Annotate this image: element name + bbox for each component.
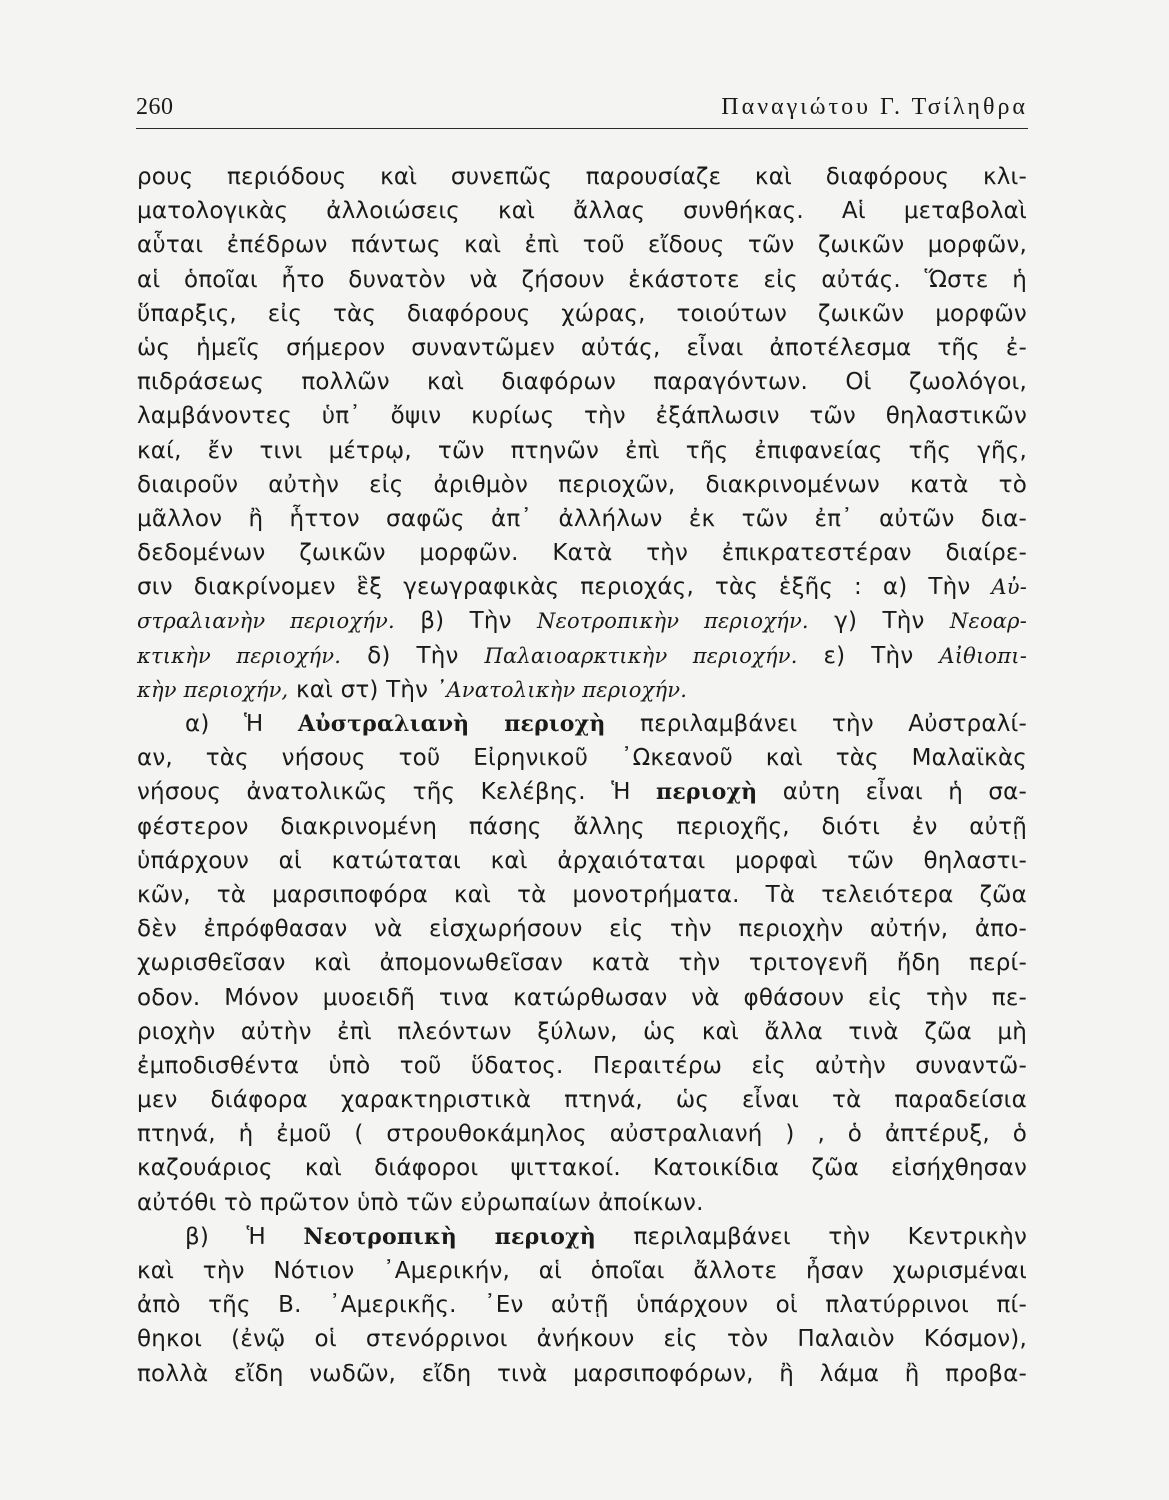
- text-line: ἐμποδισθέντα ὑπὸ τοῦ ὕδατος. Περαιτέρω εἰς αὐτὴν συναντῶ-: [137, 1052, 1027, 1079]
- text-line: ὕπαρξις, εἰς τὰς διαφόρους χώρας, τοιούτων ζωικῶν μορφῶν: [137, 300, 1027, 327]
- text-line: νήσους ἀνατολικῶς τῆς Κελέβης. Ἡ περιοχὴ αὐτη εἶναι ἡ σα-: [137, 779, 1028, 806]
- italic-term: κὴν περιοχήν,: [137, 677, 289, 702]
- bold-heading-term: Νεοτροπικὴ περιοχὴ: [303, 1223, 597, 1250]
- text-line: ματολογικὰς ἀλλοιώσεις καὶ ἄλλας συνθήκας. Αἱ μεταβολαὶ: [137, 198, 1027, 225]
- italic-term: κτικὴν περιοχήν.: [137, 643, 342, 668]
- text-line: πολλὰ εἴδη νωδῶν, εἴδη τινὰ μαρσιποφόρων, ἢ λάμα ἢ προβα-: [137, 1360, 1027, 1387]
- text-line: φέστερον διακρινομένη πάσης ἄλλης περιοχῆς, διότι ἐν αὐτῇ: [137, 813, 1027, 840]
- italic-term: Νεοτροπικὴν περιοχήν.: [537, 609, 809, 634]
- bold-term: περιοχὴ: [656, 779, 758, 806]
- text-line: δεδομένων ζωικῶν μορφῶν. Κατὰ τὴν ἐπικρατεστέραν διαίρε-: [137, 540, 1027, 567]
- text-line: ἀπὸ τῆς Β. ᾿Αμερικῆς. ᾿Εν αὐτῇ ὑπάρχουν οἱ πλατύρρινοι πί-: [137, 1292, 1027, 1319]
- text-line: μεν διάφορα χαρακτηριστικὰ πτηνά, ὡς εἶναι τὰ παραδείσια: [137, 1087, 1027, 1114]
- page-number: 260: [136, 94, 174, 120]
- text-line: αν, τὰς νήσους τοῦ Εἰρηνικοῦ ᾿Ωκεανοῦ καὶ τὰς Μαλαϊκὰς: [137, 745, 1027, 772]
- text-line: στραλιανὴν περιοχήν. β) Τὴν Νεοτροπικὴν περιοχήν. γ) Τὴν Νεοαρ-: [137, 608, 1028, 635]
- italic-term: ᾿Ανατολικὴν περιοχήν.: [435, 677, 688, 702]
- running-head: Παναγιώτου Γ. Τσίληθρα: [721, 94, 1028, 120]
- text-line: πιδράσεως πολλῶν καὶ διαφόρων παραγόντων. Οἱ ζωολόγοι,: [137, 369, 1027, 396]
- page-header: [136, 92, 1028, 129]
- body-text: [137, 160, 1027, 1391]
- text-line: αὐτόθι τὸ πρῶτον ὑπὸ τῶν εὐρωπαίων ἀποίκων.: [137, 1189, 704, 1216]
- text-line: ριοχὴν αὐτὴν ἐπὶ πλεόντων ξύλων, ὡς καὶ ἄλλα τινὰ ζῶα μὴ: [137, 1018, 1027, 1045]
- text-line: αἱ ὁποῖαι ἦτο δυνατὸν νὰ ζήσουν ἑκάστοτε εἰς αὐτάς. Ὥστε ἡ: [137, 266, 1027, 293]
- text-line: αὗται ἐπέδρων πάντως καὶ ἐπὶ τοῦ εἴδους τῶν ζωικῶν μορφῶν,: [137, 232, 1027, 259]
- italic-term: Αἰθιοπι-: [939, 643, 1027, 668]
- text-line: καὶ τὴν Νότιον ᾿Αμερικήν, αἱ ὁποῖαι ἄλλοτε ἦσαν χωρισμέναι: [137, 1258, 1027, 1284]
- text-line: καί, ἔν τινι μέτρῳ, τῶν πτηνῶν ἐπὶ τῆς ἐπιφανείας τῆς γῆς,: [137, 437, 1027, 464]
- text-line: πτηνά, ἡ ἐμοῦ ( στρουθοκάμηλος αὐστραλιανή ) , ὁ ἀπτέρυξ, ὁ: [137, 1121, 1027, 1148]
- text-line: κὴν περιοχήν, καὶ στ) Τὴν ᾿Ανατολικὴν περιοχήν.: [137, 676, 688, 703]
- text-line: κτικὴν περιοχήν. δ) Τὴν Παλαιοαρκτικὴν περιοχήν. ε) Τὴν Αἰθιοπι-: [137, 642, 1027, 669]
- paragraph-start-line: α) Ἡ Αὐστραλιανὴ περιοχὴ περιλαμβάνει τὴν Αὐστραλί-: [185, 711, 1028, 737]
- text-line: κῶν, τὰ μαρσιποφόρα καὶ τὰ μονοτρήματα. Τὰ τελειότερα ζῶα: [137, 881, 1027, 908]
- text-line: λαμβάνοντες ὑπ᾽ ὄψιν κυρίως τὴν ἐξάπλωσιν τῶν θηλαστικῶν: [137, 403, 1027, 430]
- text-line: χωρισθεῖσαν καὶ ἀπομονωθεῖσαν κατὰ τὴν τριτογενῆ ἤδη περί-: [137, 950, 1027, 977]
- text-line: σιν διακρίνομεν ἓξ γεωγραφικὰς περιοχάς, τὰς ἑξῆς : α) Τὴν Αὐ-: [137, 574, 1028, 601]
- text-line: ὑπάρχουν αἱ κατώταται καὶ ἀρχαιόταται μορφαὶ τῶν θηλαστι-: [137, 847, 1027, 874]
- text-line: διαιροῦν αὐτὴν εἰς ἀριθμὸν περιοχῶν, διακρινομένων κατὰ τὸ: [137, 471, 1027, 498]
- bold-heading-term: Αὐστραλιανὴ περιοχὴ: [297, 711, 606, 737]
- text-line: θηκοι (ἐνῷ οἱ στενόρρινοι ἀνήκουν εἰς τὸν Παλαιὸν Κόσμον),: [137, 1326, 1027, 1353]
- text-line: ὡς ἡμεῖς σήμερον συναντῶμεν αὐτάς, εἶναι ἀποτέλεσμα τῆς ἐ-: [137, 334, 1027, 361]
- italic-term: Παλαιοαρκτικὴν περιοχήν.: [484, 643, 798, 668]
- paragraph-start-line: β) Ἡ Νεοτροπικὴ περιοχὴ περιλαμβάνει τὴν Κεντρικὴν: [185, 1223, 1028, 1250]
- text-line: δὲν ἐπρόφθασαν νὰ εἰσχωρήσουν εἰς τὴν περιοχὴν αὐτήν, ἀπο-: [137, 916, 1027, 943]
- italic-term: στραλιανὴν περιοχήν.: [137, 609, 395, 634]
- italic-term: Νεοαρ-: [949, 609, 1028, 634]
- text-line: οδον. Μόνον μυοειδῆ τινα κατώρθωσαν νὰ φθάσουν εἰς τὴν πε-: [137, 984, 1027, 1011]
- text-line: ρους περιόδους καὶ συνεπῶς παρουσίαζε καὶ διαφόρους κλι-: [137, 164, 1027, 190]
- text-line: μᾶλλον ἢ ἧττον σαφῶς ἀπ᾽ ἀλλήλων ἐκ τῶν ἐπ᾽ αὐτῶν δια-: [137, 505, 1027, 532]
- italic-term: Αὐ-: [991, 575, 1028, 600]
- text-line: καζουάριος καὶ διάφοροι ψιττακοί. Κατοικίδια ζῶα εἰσήχθησαν: [137, 1155, 1027, 1182]
